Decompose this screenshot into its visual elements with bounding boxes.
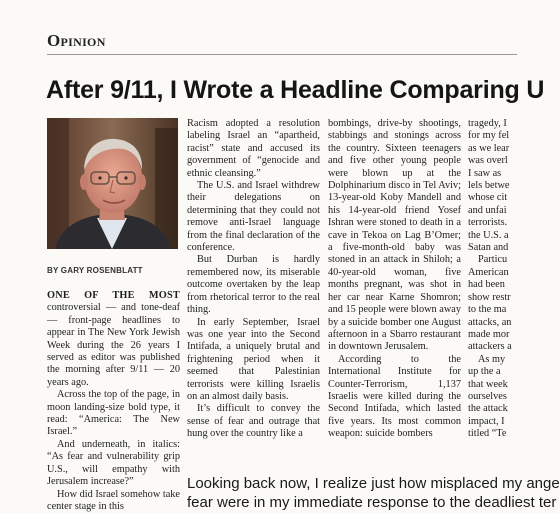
paragraph-text: controversial — and tone-deaf — front-page headlines to appear in The New York Jewish Week during the 26 years I served as editor was published the morning after 9/11 — 20 years ago. bbox=[47, 302, 180, 387]
paragraph bbox=[47, 290, 180, 389]
paragraph: How did Israel somehow take center stage in this bbox=[47, 489, 180, 513]
author-photo bbox=[47, 118, 178, 249]
column-line: Particu bbox=[468, 254, 528, 266]
column-line: show restr bbox=[468, 292, 528, 304]
column-line: the attack bbox=[468, 403, 528, 415]
column-line: attackers a bbox=[468, 341, 528, 353]
article-column-3 bbox=[328, 118, 461, 448]
column-line: to the ma bbox=[468, 304, 528, 316]
column-line: the U.S. a bbox=[468, 230, 528, 242]
column-line: for my fel bbox=[468, 130, 528, 142]
column-line: ourselves bbox=[468, 391, 528, 403]
column-line: tragedy, I bbox=[468, 118, 528, 130]
paragraph: In early September, Israel was one year into the Second Intifada, a uniquely brutal and frightening period when it seemed that Palestinian terrorists were killing Israelis on an almost daily basis. bbox=[187, 317, 320, 404]
column-line: lels betwe bbox=[468, 180, 528, 192]
column-line: as we lear bbox=[468, 143, 528, 155]
column-line: and unfai bbox=[468, 205, 528, 217]
column-line: had been bbox=[468, 279, 528, 291]
paragraph: According to the International Institute for Counter-Terrorism, 1,137 Israelis were killed during the Second Intifada, which lasted five years. Its most common weapon: suicide bombers bbox=[328, 354, 461, 441]
lead-in: ONE OF THE MOST bbox=[47, 290, 180, 301]
paragraph: And underneath, in italics: “As fear and vulnerability grip U.S., will empathy with Jerusalem increase?” bbox=[47, 439, 180, 489]
paragraph: Racism adopted a resolution labeling Israel an “apartheid, racist” state and accused its government of “genocide and ethnic cleansing.” bbox=[187, 118, 320, 180]
column-line: titled “Te bbox=[468, 428, 528, 440]
section-label: Opinion bbox=[47, 31, 106, 51]
byline: BY GARY ROSENBLATT bbox=[47, 266, 143, 275]
article-column-4-cropped bbox=[468, 118, 528, 448]
paragraph: It’s difficult to convey the sense of fear and outrage that hung over the country like a bbox=[187, 403, 320, 440]
column-line: I saw as bbox=[468, 168, 528, 180]
pull-quote-line: fear were in my immediate response to the deadliest ter bbox=[187, 493, 527, 512]
pull-quote-line: Looking back now, I realize just how misplaced my ange bbox=[187, 474, 527, 493]
column-line: that week bbox=[468, 379, 528, 391]
column-line: up the a bbox=[468, 366, 528, 378]
article-column-2 bbox=[187, 118, 320, 448]
section-divider bbox=[47, 54, 517, 55]
paragraph: bombings, drive-by shootings, stabbings and stonings across the country. Sixteen teenagers and five other young people were blown up at the Dolphinarium disco in Tel Aviv; 13-year-old Koby Mandell and his 14-year-old friend Yosef Ishran were stoned to death in a cave in Tekoa on Lag B’Omer; a five-month-old baby was stoned in an attack in Shiloh; a 40-year-old woman, five months pregnant, was shot in her car near Karne Shomron; and 15 people were blown away by a suicide bomber one August afternoon in a Sbarro restaurant in downtown Jerusalem. bbox=[328, 118, 461, 354]
column-line: impact, I bbox=[468, 416, 528, 428]
paragraph: The U.S. and Israel withdrew their delegations on determining that they could not remove anti-Israel language from the final declaration of the conference. bbox=[187, 180, 320, 254]
column-line: whose cit bbox=[468, 192, 528, 204]
article-headline: After 9/11, I Wrote a Headline Comparing U bbox=[46, 76, 544, 105]
column-line: As my bbox=[468, 354, 528, 366]
paragraph: But Durban is hardly remembered now, its miserable outcome overtaken by the leap from rhetorical terror to the real thing. bbox=[187, 254, 320, 316]
article-column-1 bbox=[47, 290, 180, 512]
column-line: attacks, an bbox=[468, 317, 528, 329]
pull-quote bbox=[187, 474, 527, 512]
column-line: made mor bbox=[468, 329, 528, 341]
paragraph: Across the top of the page, in moon landing-size bold type, it read: “America: The New Israel.” bbox=[47, 389, 180, 439]
column-line: American bbox=[468, 267, 528, 279]
column-line: terrorists. bbox=[468, 217, 528, 229]
column-line: Satan and bbox=[468, 242, 528, 254]
column-line: was overl bbox=[468, 155, 528, 167]
